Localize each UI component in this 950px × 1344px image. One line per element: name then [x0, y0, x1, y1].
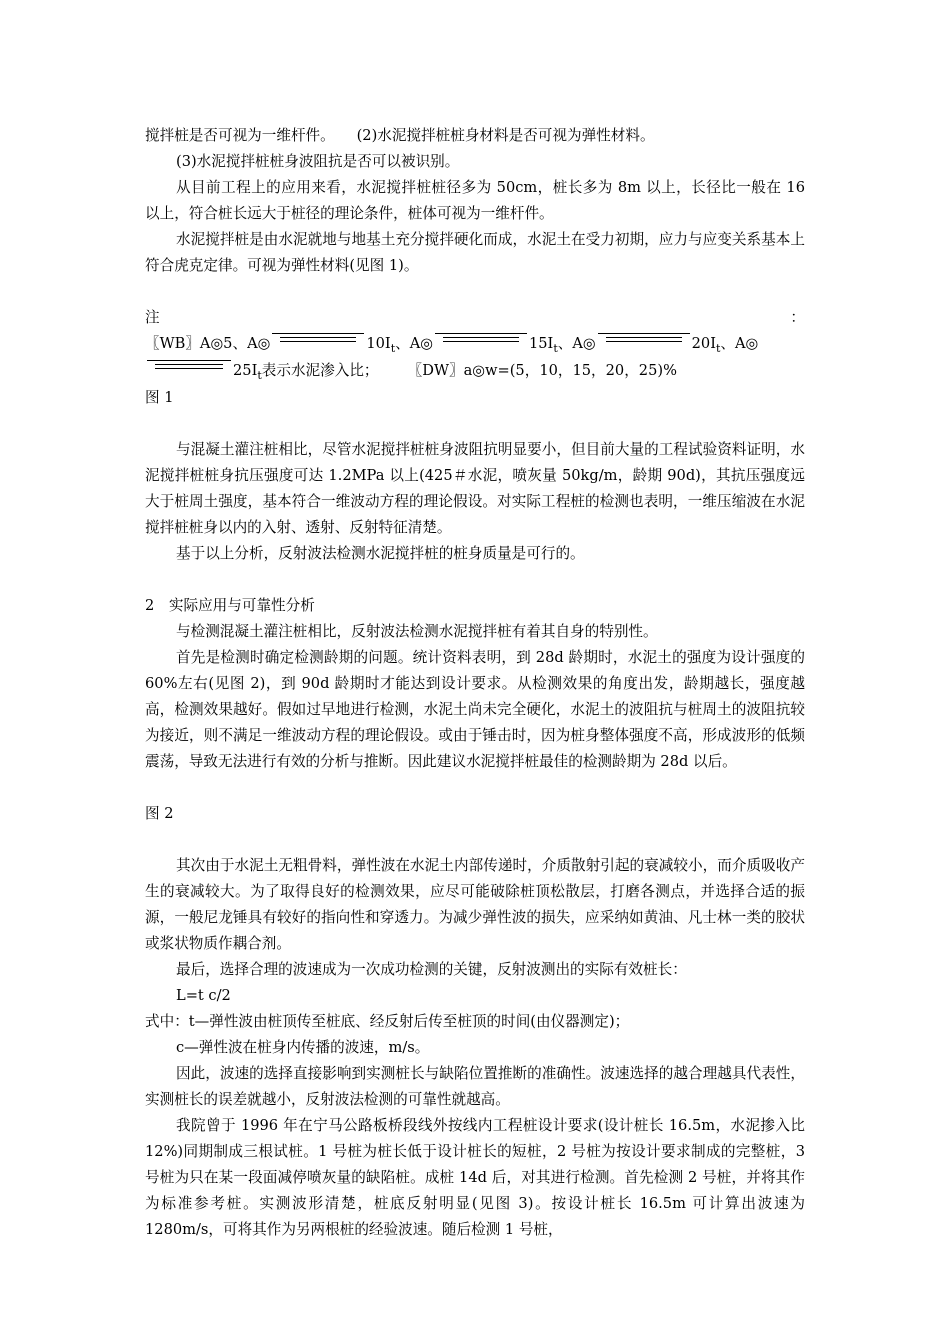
formula-line: L=t c/2 [176, 987, 231, 1004]
wave-symbol [435, 333, 527, 348]
paragraph: 搅拌桩是否可视为一维杆件。 (2)水泥搅拌桩桩身材料是否可视为弹性材料。 [145, 127, 655, 144]
formula-text: 20I [691, 335, 716, 352]
formula-text: 表示水泥渗入比； 〖DW〗a◎w=(5，10，15，20，25)% [261, 362, 677, 379]
subscript: t [715, 342, 721, 355]
wave-symbol [598, 333, 690, 348]
spacer [145, 775, 805, 801]
figure-note-header [145, 305, 805, 331]
paragraph: (3)水泥搅拌桩桩身波阻抗是否可以被识别。 [176, 153, 460, 170]
formula-text: 10I [366, 335, 391, 352]
paragraph: 与混凝土灌注桩相比，尽管水泥搅拌桩桩身波阻抗明显要小，但目前大量的工程试验资料证明，水泥搅拌桩桩身抗压强度可达 1.2MPa 以上(425＃水泥，喷灰量 50kg/m，龄期 90d)，其抗压强度远大于桩周土强度，基本符合一维波动方程的理论假设。对实际工程桩的检测也表明，一维压缩波在水泥搅拌桩桩身以内的入射、透射、反射特征清楚。 [145, 441, 805, 536]
paragraph: 从目前工程上的应用来看，水泥搅拌桩桩径多为 50cm，桩长多为 8m 以上，长径比一般在 16 以上，符合桩长远大于桩径的理论条件，桩体可视为一维杆件。 [145, 179, 805, 222]
paragraph: 基于以上分析，反射波法检测水泥搅拌桩的桩身质量是可行的。 [176, 545, 585, 562]
note-colon: ： [790, 309, 805, 326]
spacer [145, 567, 805, 593]
paragraph: 与检测混凝土灌注桩相比，反射波法检测水泥搅拌桩有着其自身的特别性。 [176, 623, 658, 640]
formula-text: 15I [528, 335, 554, 352]
figure-caption: 图 1 [145, 389, 174, 406]
wave-symbol [147, 360, 231, 375]
spacer [145, 279, 805, 305]
figure-legend-formula-line2 [145, 358, 805, 385]
figure-caption: 图 2 [145, 805, 174, 822]
figure-legend-formula [145, 331, 805, 358]
formula-text: 、A◎ [720, 335, 759, 352]
formula-text: 25I [233, 362, 258, 379]
spacer [145, 411, 805, 437]
formula-text: 、A◎ [557, 335, 596, 352]
subscript: t [390, 342, 396, 355]
paragraph: 式中：t—弹性波由桩顶传至桩底、经反射后传至桩顶的时间(由仪器测定)； [145, 1013, 630, 1030]
paragraph: 因此，波速的选择直接影响到实测桩长与缺陷位置推断的准确性。波速选择的越合理越具代表性，实测桩长的误差就越小，反射波法检测的可靠性就越高。 [145, 1065, 805, 1108]
paragraph: 我院曾于 1996 年在宁马公路板桥段线外按线内工程桩设计要求(设计桩长 16.5m，水泥掺入比 12%)同期制成三根试桩。1 号桩为桩长低于设计桩长的短桩，2 号桩为按设计要求制成的完整桩，3 号桩为只在某一段面减停喷灰量的缺陷桩。成桩 14d 后，对其进行检测。首先检测 2 号桩，并将其作为标准参考桩。实测波形清楚，桩底反射明显(见图 3)。按设计桩长 16.5m 可计算出波速为 1280m/s，可将其作为另两根桩的经验波速。随后检测 1 号桩， [145, 1117, 805, 1238]
note-label: 注 [145, 309, 160, 326]
paragraph: 水泥搅拌桩是由水泥就地与地基土充分搅拌硬化而成，水泥土在受力初期，应力与应变关系基本上符合虎克定律。可视为弹性材料(见图 1)。 [145, 231, 805, 274]
subscript: t [553, 342, 558, 355]
formula-text: 〖WB〗A◎5、A◎ [145, 335, 271, 352]
paragraph: 其次由于水泥土无粗骨料，弹性波在水泥土内部传递时，介质散射引起的衰减较小，而介质吸收产生的衰减较大。为了取得良好的检测效果，应尽可能破除桩顶松散层，打磨各测点，并选择合适的振源，一般尼龙锤具有较好的指向性和穿透力。为减少弹性波的损失，应采纳如黄油、凡士林一类的胶状或浆状物质作耦合剂。 [145, 857, 805, 952]
subscript: t [257, 369, 262, 382]
formula-text: 、A◎ [395, 335, 433, 352]
paragraph: c—弹性波在桩身内传播的波速，m/s。 [176, 1039, 430, 1056]
paragraph: 首先是检测时确定检测龄期的问题。统计资料表明，到 28d 龄期时，水泥土的强度为设计强度的 60%左右(见图 2)，到 90d 龄期时才能达到设计要求。从检测效果的角度出发，龄期越长，强度越高，检测效果越好。假如过早地进行检测，水泥土尚未完全硬化，水泥土的波阻抗与桩周土的波阻抗较为接近，则不满足一维波动方程的理论假设。或由于锤击时，因为桩身整体强度不高，形成波形的低频震荡，导致无法进行有效的分析与推断。因此建议水泥搅拌桩最佳的检测龄期为 28d 以后。 [145, 649, 805, 770]
paragraph: 最后，选择合理的波速成为一次成功检测的关键，反射波测出的实际有效桩长： [176, 961, 687, 978]
spacer [145, 827, 805, 853]
section-heading: 2 实际应用与可靠性分析 [145, 597, 315, 614]
document-page [145, 123, 805, 1243]
wave-symbol [272, 333, 364, 348]
